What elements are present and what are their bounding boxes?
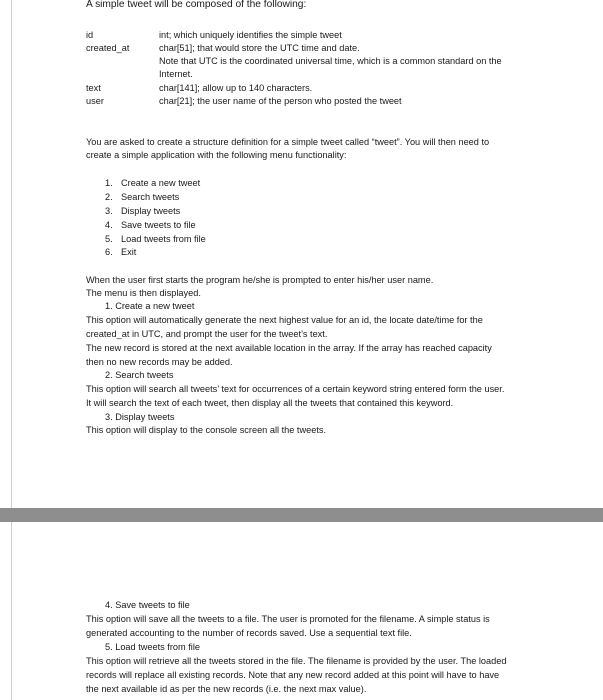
document-page-2 [11, 522, 603, 700]
intro-line-1: You are asked to create a structure definition for a simple tweet called “tweet”. You will then need to [86, 137, 490, 147]
section-text: This option will automatically generate the next highest value for an id, the locate date/time for the [86, 315, 483, 325]
intro-line-2: create a simple application with the following menu functionality: [86, 150, 347, 160]
menu-item: 5. Load tweets from file [105, 234, 206, 244]
field-desc-created-at-2: Note that UTC is the coordinated universal time, which is a common standard on the [159, 56, 502, 66]
page-separator [0, 508, 603, 522]
menu-item: 6. Exit [105, 247, 137, 257]
field-desc-created-at-3: Internet. [159, 69, 193, 79]
section-heading-load: 5. Load tweets from file [105, 642, 200, 652]
field-desc-id: int; which uniquely identifies the simple tweet [159, 30, 342, 40]
field-desc-user: char[21]; the user name of the person who posted the tweet [159, 96, 402, 106]
section-text: This option will save all the tweets to a file. The user is promoted for the filename. A simple status is [86, 614, 490, 624]
menu-item: 4. Save tweets to file [105, 220, 196, 230]
section-heading-save: 4. Save tweets to file [105, 600, 190, 610]
startup-line-2: The menu is then displayed. [86, 288, 201, 298]
section-heading-search: 2. Search tweets [105, 370, 174, 380]
startup-line-1: When the user first starts the program he/she is prompted to enter his/her user name. [86, 275, 434, 285]
field-name-created-at: created_at [86, 43, 130, 53]
document-page-1 [11, 0, 603, 508]
field-name-user: user [86, 96, 104, 106]
section-text: created_at in UTC, and prompt the user for the tweet’s text. [86, 329, 328, 339]
section-heading-display: 3. Display tweets [105, 412, 175, 422]
section-text: generated accounting to the number of records saved. Use a sequential text file. [86, 628, 412, 638]
field-desc-created-at-1: char[51]; that would store the UTC time and date. [159, 43, 360, 53]
menu-item: 2. Search tweets [105, 192, 180, 202]
section-text: This option will search all tweets’ text for occurrences of a certain keyword string entered form the user. [86, 384, 505, 394]
section-text: records will replace all existing records. Note that any new record added at this point will have to have [86, 670, 500, 680]
field-desc-text: char[141]; allow up to 140 characters. [159, 83, 313, 93]
section-text: then no new records may be added. [86, 357, 233, 367]
section-text: It will search the text of each tweet, then display all the tweets that contained this keyword. [86, 398, 454, 408]
section-heading-create: 1. Create a new tweet [105, 301, 195, 311]
heading: A simple tweet will be composed of the following: [86, 0, 307, 10]
field-name-text: text [86, 83, 101, 93]
menu-item: 1. Create a new tweet [105, 178, 201, 188]
section-text: This option will display to the console screen all the tweets. [86, 425, 327, 435]
section-text: the next available id as per the new records (i.e. the next max value). [86, 684, 367, 694]
menu-item: 3. Display tweets [105, 206, 181, 216]
section-text: This option will retrieve all the tweets stored in the file. The filename is provided by the user. The loaded [86, 656, 507, 666]
field-name-id: id [86, 30, 94, 40]
section-text: The new record is stored at the next available location in the array. If the array has reached capacity [86, 343, 492, 353]
